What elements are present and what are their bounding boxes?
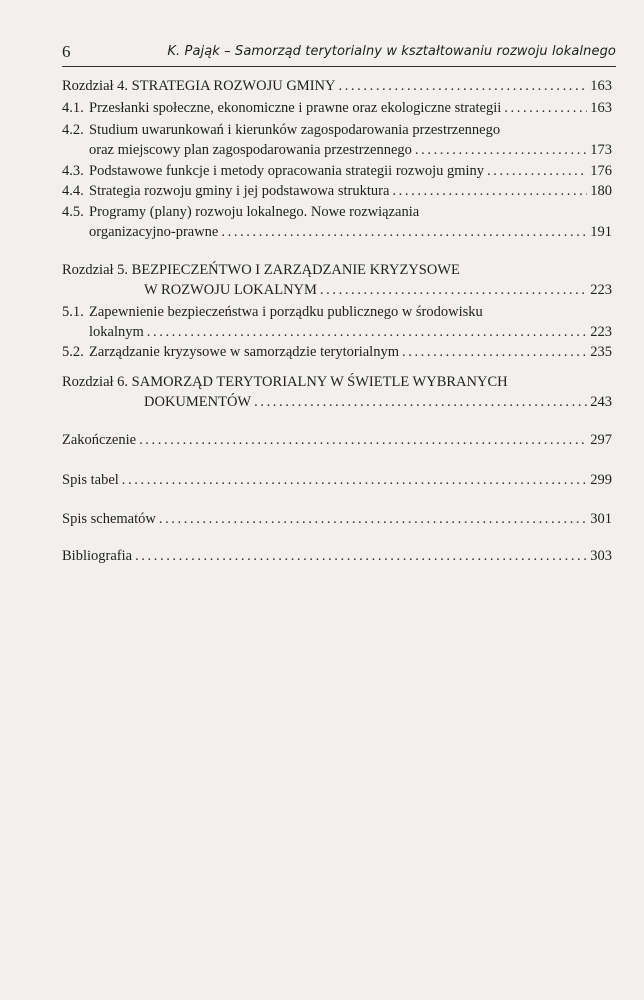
leader-dots	[504, 98, 587, 118]
toc-entry-label-line-2: organizacyjno-prawne	[89, 224, 219, 240]
toc-entry-label-line-1: Programy (plany) rozwoju lokalnego. Nowe rozwiązania	[89, 204, 420, 220]
toc-page-number: 191	[590, 224, 612, 240]
toc-entry-label: Strategia rozwoju gminy i jej podstawowa struktura	[89, 183, 390, 199]
leader-dots	[415, 140, 587, 160]
leader-dots	[122, 470, 587, 490]
toc-entry-label: Przesłanki społeczne, ekonomiczne i prawne oraz ekologiczne strategii	[89, 100, 502, 116]
toc-entry-label: Spis schematów	[62, 511, 156, 527]
section-number: 5.1.	[62, 304, 84, 320]
toc-page-number: 163	[590, 100, 612, 116]
toc-entry-4-1[interactable]	[62, 98, 612, 118]
toc-entry-4-3[interactable]	[62, 161, 612, 181]
toc-entry-label-line-2: lokalnym	[89, 324, 144, 340]
leader-dots	[320, 280, 587, 300]
toc-entry-label-line-1: Rozdział 5. BEZPIECZEŃTWO I ZARZĄDZANIE KRYZYSOWE	[62, 262, 460, 278]
leader-dots	[487, 161, 587, 181]
page-number: 6	[62, 42, 71, 61]
toc-entry-chapter-4[interactable]	[62, 76, 612, 96]
toc-page-number: 223	[590, 324, 612, 340]
toc-entry-label: Podstawowe funkcje i metody opracowania strategii rozwoju gminy	[89, 163, 485, 179]
toc-entry-label-line-2: DOKUMENTÓW	[144, 394, 252, 410]
toc-page-number: 299	[590, 472, 612, 488]
toc-page-number: 235	[590, 344, 612, 360]
toc-entry-label: Spis tabel	[62, 472, 119, 488]
toc-entry-spis-schematow[interactable]	[62, 509, 612, 529]
toc-entry-zakonczenie[interactable]	[62, 430, 612, 450]
toc-entry-chapter-5[interactable]	[62, 260, 612, 300]
toc-entry-chapter-6[interactable]	[62, 372, 612, 412]
toc-entry-label: Zakończenie	[62, 432, 137, 448]
section-number: 5.2.	[62, 344, 84, 360]
leader-dots	[338, 76, 587, 96]
toc-page-number: 243	[590, 394, 612, 410]
toc-entry-bibliografia[interactable]	[62, 546, 612, 566]
section-number: 4.5.	[62, 204, 84, 220]
toc-page-number: 176	[590, 163, 612, 179]
toc-entry-label-line-2: oraz miejscowy plan zagospodarowania przestrzennego	[89, 142, 412, 158]
page-header	[62, 40, 616, 67]
leader-dots	[221, 222, 587, 242]
toc-page-number: 301	[590, 511, 612, 527]
toc-entry-label-line-1: Rozdział 6. SAMORZĄD TERYTORIALNY W ŚWIETLE WYBRANYCH	[62, 374, 508, 390]
toc-page-number: 223	[590, 282, 612, 298]
toc-entry-label: Zarządzanie kryzysowe w samorządzie terytorialnym	[89, 344, 399, 360]
leader-dots	[402, 342, 587, 362]
section-number: 4.4.	[62, 183, 84, 199]
toc-entry-label-line-2: W ROZWOJU LOKALNYM	[144, 282, 317, 298]
toc-page-number: 180	[590, 183, 612, 199]
leader-dots	[135, 546, 587, 566]
section-number: 4.3.	[62, 163, 84, 179]
toc-page-number: 297	[590, 432, 612, 448]
toc-entry-label-line-1: Studium uwarunkowań i kierunków zagospodarowania przestrzennego	[89, 122, 501, 138]
toc-page-number: 173	[590, 142, 612, 158]
toc-entry-label: Bibliografia	[62, 548, 133, 564]
toc-page-number: 163	[590, 78, 612, 94]
toc-entry-5-1[interactable]	[62, 302, 612, 342]
leader-dots	[392, 181, 587, 201]
leader-dots	[254, 392, 587, 412]
toc-entry-spis-tabel[interactable]	[62, 470, 612, 490]
toc-entry-4-4[interactable]	[62, 181, 612, 201]
toc-page-number: 303	[590, 548, 612, 564]
section-number: 4.1.	[62, 100, 84, 116]
toc-entry-4-2[interactable]	[62, 120, 612, 160]
toc-entry-label-line-1: Zapewnienie bezpieczeństwa i porządku publicznego w środowisku	[89, 304, 483, 320]
leader-dots	[159, 509, 587, 529]
toc-entry-5-2[interactable]	[62, 342, 612, 362]
running-title: K. Pająk – Samorząd terytorialny w kształtowaniu rozwoju lokalnego	[167, 44, 616, 59]
toc-entry-4-5[interactable]	[62, 202, 612, 242]
leader-dots	[147, 322, 587, 342]
leader-dots	[139, 430, 587, 450]
toc-entry-label: Rozdział 4. STRATEGIA ROZWOJU GMINY	[62, 78, 336, 94]
section-number: 4.2.	[62, 122, 84, 138]
